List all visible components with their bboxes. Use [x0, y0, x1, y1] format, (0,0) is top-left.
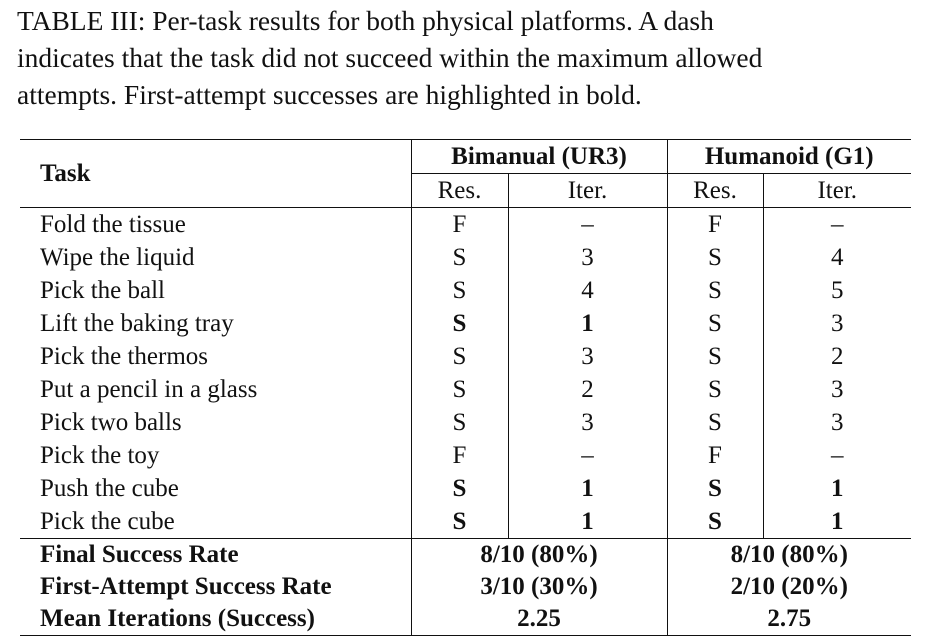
humanoid-iterations: 3: [831, 309, 844, 337]
humanoid-iterations: 1: [831, 474, 844, 502]
humanoid-result: F: [667, 208, 763, 242]
bimanual-result: S: [411, 406, 508, 439]
bimanual-result: S: [411, 241, 508, 274]
summary-row: [20, 539, 911, 572]
summary-label: Final Success Rate: [20, 539, 411, 572]
task-name: Fold the tissue: [20, 208, 411, 242]
humanoid-iterations: 1: [831, 507, 844, 535]
bimanual-iterations: 1: [581, 474, 594, 502]
humanoid-iterations: 3: [831, 408, 844, 436]
bimanual-result: F: [411, 208, 508, 242]
summary-bimanual: 2.25: [411, 603, 667, 636]
results-table: [20, 139, 911, 636]
bimanual-iterations: 3: [581, 408, 594, 436]
humanoid-result: S: [667, 307, 763, 340]
bimanual-iterations: 3: [581, 342, 594, 370]
bimanual-result: S: [411, 472, 508, 505]
caption-line-3: attempts. First-attempt successes are highlighted in bold.: [17, 79, 642, 110]
bimanual-result: S: [411, 373, 508, 406]
summary-label: First-Attempt Success Rate: [40, 573, 332, 600]
task-name: Pick the cube: [40, 507, 175, 535]
summary-bimanual: 3/10 (30%): [411, 571, 667, 603]
humanoid-iterations: –: [763, 208, 911, 242]
table-caption: [17, 2, 917, 113]
task-name: Lift the baking tray: [40, 309, 234, 337]
bimanual-result: S: [411, 274, 508, 307]
humanoid-result: S: [667, 472, 763, 505]
bimanual-result: S: [411, 505, 508, 539]
humanoid-result: S: [667, 406, 763, 439]
summary-label: Mean Iterations (Success): [20, 603, 411, 636]
summary-humanoid: 8/10 (80%): [667, 539, 911, 572]
bimanual-iterations: –: [508, 208, 667, 242]
header-bimanual-res: Res.: [411, 174, 508, 208]
summary-row: [20, 603, 911, 636]
header-bimanual: Bimanual (UR3): [411, 140, 667, 174]
humanoid-iterations: –: [831, 441, 844, 469]
header-humanoid: Humanoid (G1): [667, 140, 911, 174]
table-row: [20, 439, 911, 472]
humanoid-iterations: 4: [831, 243, 844, 271]
humanoid-iterations: 2: [831, 342, 844, 370]
task-name: Push the cube: [40, 474, 179, 502]
bimanual-result: S: [411, 340, 508, 373]
humanoid-result: S: [667, 505, 763, 539]
humanoid-result: F: [667, 439, 763, 472]
summary-humanoid: 2.75: [667, 603, 911, 636]
task-name: Put a pencil in a glass: [40, 375, 258, 403]
table-row: [20, 307, 911, 340]
humanoid-result: S: [667, 241, 763, 274]
task-name: Pick the thermos: [40, 342, 209, 370]
bimanual-iterations: 4: [581, 276, 594, 304]
humanoid-iterations: 5: [831, 276, 844, 304]
bimanual-iterations: –: [581, 441, 594, 469]
bimanual-result: S: [411, 307, 508, 340]
caption-line-1: TABLE III: Per-task results for both physical platforms. A dash: [17, 5, 714, 36]
bimanual-iterations: 1: [581, 507, 594, 535]
bimanual-result: F: [411, 439, 508, 472]
table-row: [20, 274, 911, 307]
header-humanoid-res: Res.: [667, 174, 763, 208]
table-row: [20, 208, 911, 242]
bimanual-iterations: 3: [581, 243, 594, 271]
humanoid-result: S: [667, 340, 763, 373]
table-row: [20, 406, 911, 439]
humanoid-result: S: [667, 373, 763, 406]
header-bimanual-iter: Iter.: [567, 176, 608, 204]
table-row: [20, 505, 911, 539]
bimanual-iterations: 2: [581, 375, 594, 403]
summary-row: [20, 571, 911, 603]
caption-line-2: indicates that the task did not succeed within the maximum allowed: [17, 42, 763, 73]
task-name: Pick the toy: [40, 441, 160, 469]
table-row: [20, 373, 911, 406]
bimanual-iterations: 1: [581, 309, 594, 337]
task-name: Wipe the liquid: [40, 243, 195, 271]
summary-humanoid: 2/10 (20%): [667, 571, 911, 603]
table-row: [20, 340, 911, 373]
humanoid-iterations: 3: [831, 375, 844, 403]
humanoid-result: S: [667, 274, 763, 307]
header-humanoid-iter: Iter.: [817, 176, 858, 204]
task-name: Pick two balls: [40, 408, 182, 436]
header-task: Task: [20, 140, 411, 208]
table-row: [20, 241, 911, 274]
task-name: Pick the ball: [40, 276, 165, 304]
summary-bimanual: 8/10 (80%): [411, 539, 667, 572]
table-row: [20, 472, 911, 505]
